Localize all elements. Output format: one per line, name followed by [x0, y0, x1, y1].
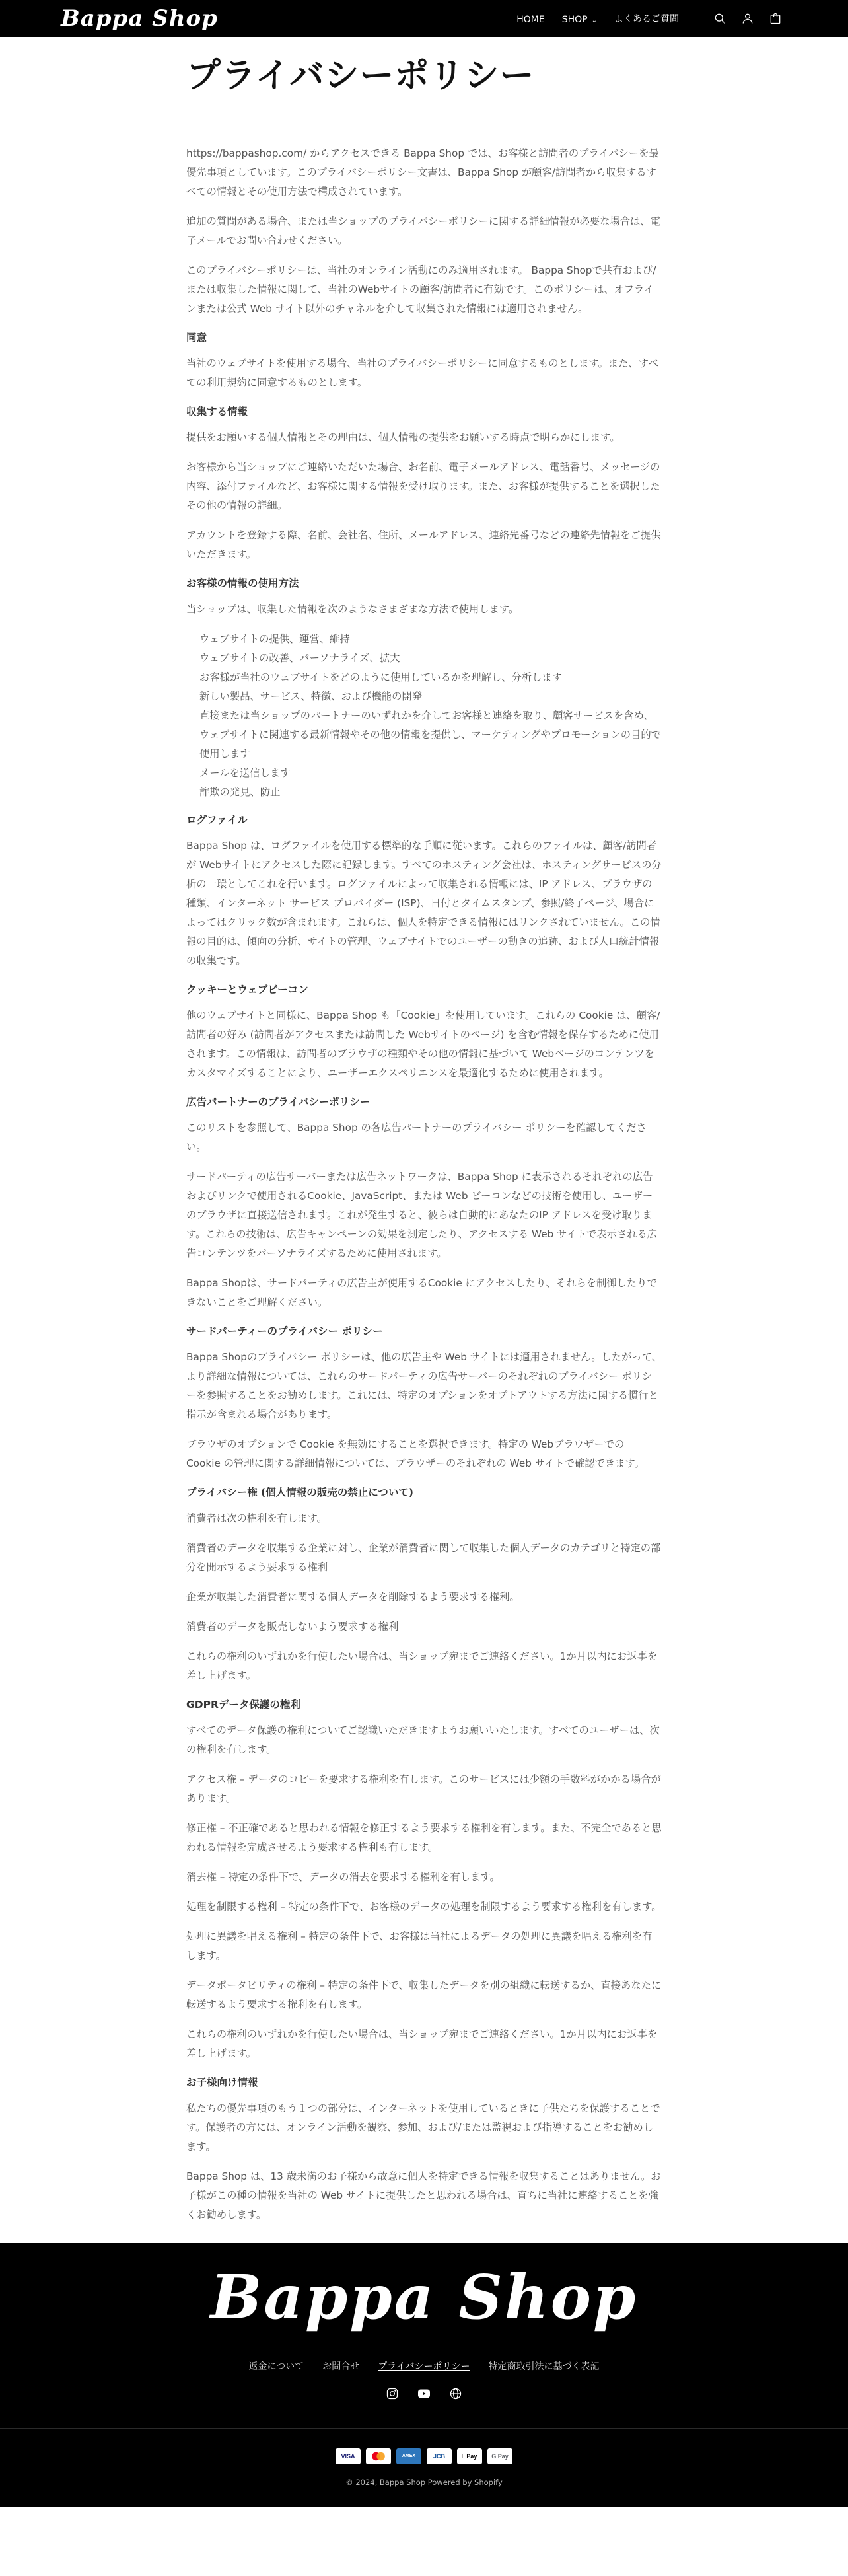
footer-link-item [248, 2359, 304, 2373]
footer-link-privacy[interactable]: プライバシーポリシー [378, 2361, 470, 2372]
list-item: 直接または当ショップのパートナーのいずれかを介してお客様と連絡を取り、顧客サービスを含め、ウェブサイトに関連する最新情報やその他の情報を提供し、マーケティングやプロモーションの目的で使用します [199, 709, 661, 760]
footer-link-refund[interactable]: 返金について [248, 2361, 304, 2372]
page-title: プライバシーポリシー [186, 56, 535, 96]
copyright: © 2024, Bappa Shop Powered by Shopify [345, 2477, 503, 2487]
paragraph: アクセス権 – データのコピーを要求する権利を有します。このサービスには少額の手数料がかかる場合があります。 [186, 1773, 661, 1804]
paragraph: これらの権利のいずれかを行使したい場合は、当ショップ宛までご連絡ください。1か月以内にお返事を差し上げます。 [186, 1650, 658, 1681]
use-list [186, 630, 662, 802]
paragraph: https://bappashop.com/ からアクセスできる Bappa Shop では、お客様と訪問者のプライバシーを最優先事項としています。このプライバシーポリシー文書は、Bappa Shop が顧客/訪問者から収集するすべての情報とその使用方法で構成されています。 [186, 147, 659, 198]
apple-pay-label: Pay [464, 2452, 475, 2460]
policy-body [186, 144, 662, 2225]
paragraph: 消費者のデータを販売しないよう要求する権利 [186, 1620, 399, 1633]
header-right [516, 12, 782, 25]
footer-links [0, 2359, 848, 2373]
paragraph: 当社のウェブサイトを使用する場合、当社のプライバシーポリシーに同意するものとします。また、すべての利用規約に同意するものとします。 [186, 357, 658, 388]
paragraph: Bappa Shopのプライバシー ポリシーは、他の広告主や Web サイトには適用されません。したがって、より詳細な情報については、これらのサードパーティの広告サーバーのそれぞれのプライバシー ポリシーを参照することをお勧めします。これには、特定のオプションをオプトアウトする方法に関する慣行と指示が含まれる場合があります。 [186, 1350, 662, 1420]
section-heading-children: お子様向け情報 [186, 2076, 258, 2088]
list-item: お客様が当社のウェブサイトをどのように使用しているかを理解し、分析します [199, 671, 563, 683]
section-heading-cookie: クッキーとウェブビーコン [186, 983, 308, 996]
mastercard-icon [366, 2448, 391, 2464]
paragraph: 消費者のデータを収集する企業に対し、企業が消費者に関して収集した個人データのカテゴリと特定の部分を開示するよう要求する権利 [186, 1541, 661, 1573]
globe-icon[interactable] [449, 2387, 462, 2403]
social-links [0, 2387, 848, 2403]
apple-pay-icon [457, 2448, 482, 2464]
footer-link-item [489, 2359, 600, 2373]
paragraph: Bappa Shop は、13 歳未満のお子様から故意に個人を特定できる情報を収集することはありません。お子様がこの種の情報を当社の Web サイトに提供したと思われる場合は、直ちに当社に連絡することを強くお勧めします。 [186, 2170, 661, 2221]
paragraph: アカウントを登録する際、名前、会社名、住所、メールアドレス、連絡先番号などの連絡先情報をご提供いただきます。 [186, 529, 661, 560]
visa-icon: VISA [336, 2448, 361, 2464]
paragraph: 処理に異議を唱える権利 – 特定の条件下で、お客様は当社によるデータの処理に異議を唱える権利を有します。 [186, 1930, 653, 1962]
section-heading-third-party: サードパーティーのプライバシー ポリシー [186, 1325, 383, 1337]
section-heading-ad: 広告パートナーのプライバシーポリシー [186, 1095, 371, 1108]
section-heading-log: ログファイル [186, 813, 248, 826]
footer-logo[interactable]: Bappa Shop [210, 2261, 638, 2333]
paragraph: データポータビリティの権利 – 特定の条件下で、収集したデータを別の組織に転送するか、直接あなたに転送するよう要求する権利を有します。 [186, 1979, 662, 2010]
list-item: 新しい製品、サービス、特徴、および機能の開発 [199, 690, 422, 702]
paragraph: 当ショップは、収集した情報を次のようなさまざまな方法で使用します。 [186, 603, 519, 615]
section-heading-collect: 収集する情報 [186, 405, 248, 418]
paragraph: 企業が収集した消費者に関する個人データを削除するよう要求する権利。 [186, 1590, 520, 1603]
search-icon[interactable] [713, 12, 726, 25]
site-logo[interactable]: Bappa Shop [61, 5, 218, 32]
paragraph: 他のウェブサイトと同様に、Bappa Shop も「Cookie」を使用しています。これらの Cookie は、顧客/訪問者の好み (訪問者がアクセスまたは訪問した Webサイトのページ) を含む情報を保存するために使用されます。この情報は、訪問者のブラウザの種類やその他の情報に基づいて Webページのコンテンツをカスタマイズすることにより、ユーザーエクスペリエンスを最適化するために使用されます。 [186, 1009, 660, 1079]
section-heading-consent: 同意 [186, 331, 207, 344]
section-heading-use: お客様の情報の使用方法 [186, 577, 299, 589]
nav-link-shop[interactable] [562, 15, 597, 25]
paragraph: ブラウザのオプションで Cookie を無効にすることを選択できます。特定の Webブラウザーでの Cookie の管理に関する詳細情報については、ブラウザーのそれぞれの Web サイトで確認できます。 [186, 1438, 645, 1469]
list-item: ウェブサイトの改善、パーソナライズ、拡大 [199, 651, 400, 664]
list-item: ウェブサイトの提供、運営、維持 [199, 632, 350, 645]
site-footer [0, 2243, 848, 2507]
footer-link-item [322, 2359, 359, 2373]
paragraph: これらの権利のいずれかを行使したい場合は、当ショップ宛までご連絡ください。1か月以内にお返事を差し上げます。 [186, 2028, 658, 2059]
nav-link-home[interactable]: HOME [516, 14, 545, 25]
jcb-icon: JCB [427, 2448, 452, 2464]
paragraph: 修正権 – 不正確であると思われる情報を修正するよう要求する権利を有します。また、不完全であると思われる情報を完成させるよう要求する権利も有します。 [186, 1822, 662, 1853]
nav-item-home [516, 13, 544, 25]
list-item: メールを送信します [199, 766, 291, 779]
nav-item-faq [614, 12, 679, 25]
youtube-icon[interactable] [417, 2387, 431, 2403]
list-item: 詐欺の発見、防止 [199, 786, 281, 798]
google-pay-icon: G Pay [487, 2448, 512, 2464]
header-icons [713, 12, 782, 25]
footer-divider [0, 2428, 848, 2429]
nav-link-shop-label: SHOP [561, 14, 588, 25]
paragraph: サードパーティの広告サーバーまたは広告ネットワークは、Bappa Shop に表示されるそれぞれの広告およびリンクで使用されるCookie、JavaScript、または Web ビーコンなどの技術を使用し、ユーザーのブラウザに直接送信されます。これが発生すると、彼らは自動的にあなたのIP アドレスを受け取ります。これらの技術は、広告キャンペーンの効果を測定したり、アクセスする Web サイトで表示される広告コンテンツをパーソナライズするために使用されます。 [186, 1170, 658, 1259]
paragraph: 提供をお願いする個人情報とその理由は、個人情報の提供をお願いする時点で明らかにします。 [186, 431, 620, 443]
footer-link-contact[interactable]: お問合せ [322, 2361, 360, 2372]
paragraph: すべてのデータ保護の権利についてご認識いただきますようお願いいたします。すべてのユーザーは、次の権利を有します。 [186, 1724, 660, 1755]
payment-icons [0, 2448, 848, 2464]
nav-link-faq[interactable]: よくあるご質問 [614, 14, 679, 24]
section-heading-gdpr: GDPRデータ保護の権利 [186, 1698, 300, 1711]
footer-link-tokushoho[interactable]: 特定商取引法に基づく表記 [488, 2361, 600, 2372]
chevron-down-icon: ⌄ [591, 17, 597, 24]
instagram-icon[interactable] [386, 2387, 399, 2403]
nav-item-shop [562, 13, 597, 25]
main-content [186, 37, 662, 2225]
paragraph: Bappa Shopは、サードパーティの広告主が使用するCookie にアクセスしたり、それらを制御したりできないことをご理解ください。 [186, 1276, 657, 1308]
paragraph: 処理を制限する権利 – 特定の条件下で、お客様のデータの処理を制限するよう要求する権利を有します。 [186, 1900, 662, 1913]
paragraph: お客様から当ショップにご連絡いただいた場合、お名前、電子メールアドレス、電話番号、メッセージの内容、添付ファイルなど、お客様に関する情報を受け取ります。また、お客様が提供することを選択したその他の情報の詳細。 [186, 460, 660, 511]
footer-link-item [378, 2359, 470, 2373]
paragraph: 私たちの優先事項のもう１つの部分は、インターネットを使用しているときに子供たちを保護することです。保護者の方には、オンライン活動を観察、参加、および/または監視および指導することをお勧めします。 [186, 2102, 660, 2153]
amex-icon: AMEX [396, 2448, 421, 2464]
site-header [0, 0, 848, 37]
paragraph: 消去権 – 特定の条件下で、データの消去を要求する権利を有します。 [186, 1870, 500, 1883]
paragraph: 追加の質問がある場合、または当ショップのプライバシーポリシーに関する詳細情報が必要な場合は、電子メールでお問い合わせください。 [186, 215, 660, 246]
apple-icon [462, 2453, 467, 2460]
cart-icon[interactable] [769, 12, 782, 25]
paragraph: このプライバシーポリシーは、当社のオンライン活動にのみ適用されます。 Bappa Shopで共有および/または収集した情報に関して、当社のWebサイトの顧客/訪問者に有効です。このポリシーは、オフラインまたは公式 Web サイト以外のチャネルを介して収集された情報には適用されません。 [186, 264, 656, 314]
section-heading-privacy-rights: プライバシー権 (個人情報の販売の禁止について) [186, 1486, 413, 1498]
paragraph: Bappa Shop は、ログファイルを使用する標準的な手順に従います。これらのファイルは、顧客/訪問者が Webサイトにアクセスした際に記録します。すべてのホスティング会社は、ホスティングサービスの分析の一環としてこれを行います。ログファイルによって収集される情報には、IP アドレス、ブラウザの種類、インターネット サービス プロバイダー (ISP)、日付とタイムスタンプ、参照/終了ページ、場合によってはクリック数が含まれます。これらは、個人を特定できる情報にはリンクされていません。この情報の目的は、傾向の分析、サイトの管理、ウェブサイトでのユーザーの動きの追跡、および人口統計情報の収集です。 [186, 839, 662, 967]
account-icon[interactable] [741, 12, 754, 25]
paragraph: このリストを参照して、Bappa Shop の各広告パートナーのプライバシー ポリシーを確認してください。 [186, 1121, 647, 1153]
main-nav [516, 12, 679, 25]
paragraph: 消費者は次の権利を有します。 [186, 1512, 327, 1524]
